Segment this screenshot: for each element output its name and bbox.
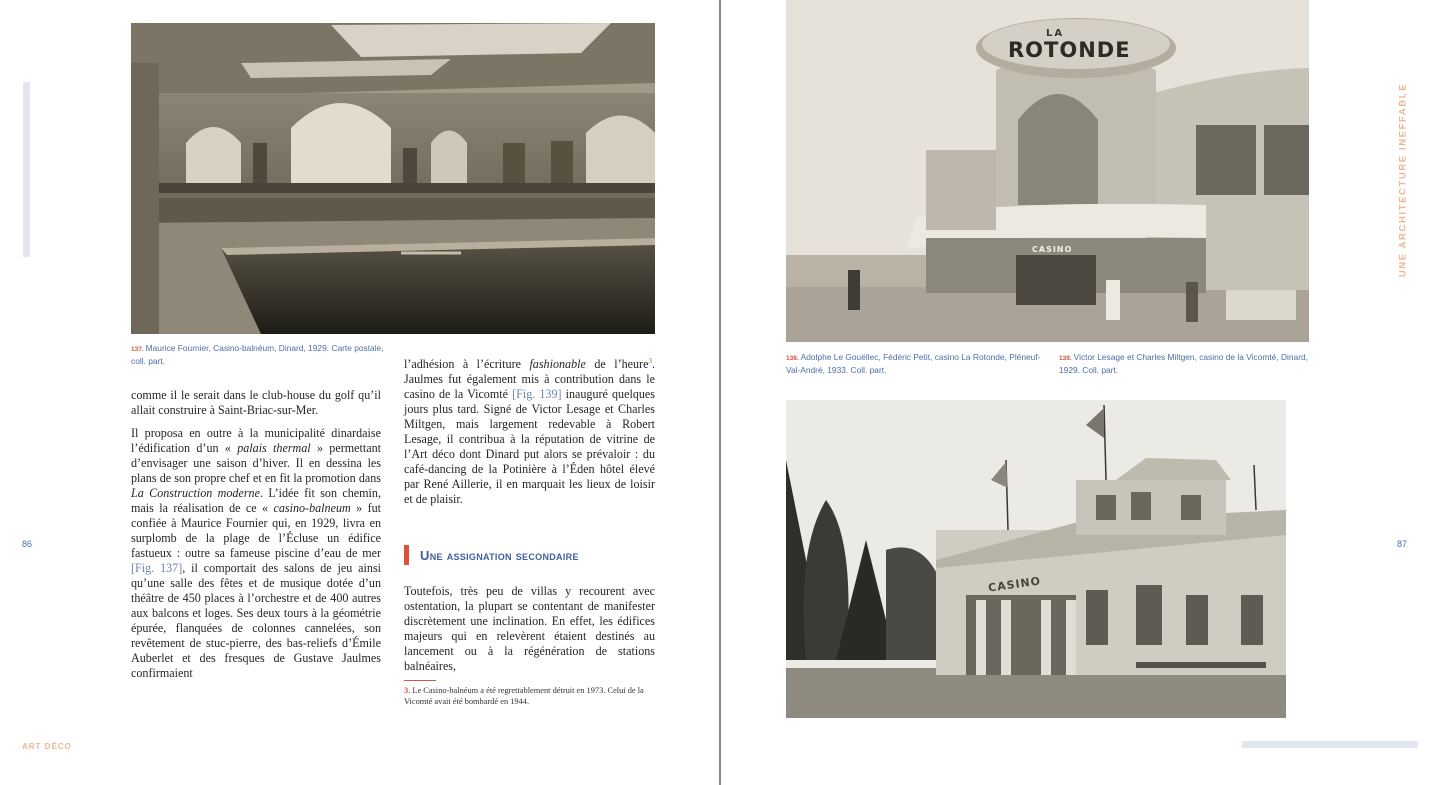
text-column-1 xyxy=(131,388,381,681)
running-head-right: UNE ARCHITECTURE INEFFABLE xyxy=(1397,82,1409,278)
page-number-left: 86 xyxy=(22,539,33,549)
decorative-bottom-bar xyxy=(1242,741,1418,748)
text-italic: casino-balneum xyxy=(273,501,351,515)
right-page xyxy=(721,0,1440,785)
caption-fig-138 xyxy=(786,352,1048,376)
page-number-right: 87 xyxy=(1397,539,1408,549)
text-run: inauguré quelques jours plus tard. Signé de Victor Lesage et Charles Miltgen, mais largement redevable à Robert Lesage, il contribua à la réputation de vitrine de l’Art déco dont Dinard put alors se prévaloir : du café-dancing de la Potinière à l’Éden hôtel élevé par René Aillerie, il en marquait les lieux de loisir et de plaisir. xyxy=(404,387,655,506)
section-heading xyxy=(404,545,579,565)
rotonde-sign-casino: CASINO xyxy=(1032,245,1073,254)
figure-reference-link[interactable]: [Fig. 139] xyxy=(512,387,562,401)
caption-text: Victor Lesage et Charles Miltgen, casino de la Vicomté, Dinard, 1929. Coll. part. xyxy=(1059,352,1308,375)
text-run: . L’idée fit son chemin, mais la réalisation de ce « xyxy=(131,486,381,515)
running-head-right-vertical xyxy=(1393,80,1413,285)
footnote-text: Le Casino-balnéum a été regrettablement détruit en 1973. Celui de la Vicomté avait été bombardé en 1944. xyxy=(404,686,644,706)
section-heading-text: Une assignation secondaire xyxy=(420,547,579,563)
footnote-number: 3. xyxy=(404,686,411,695)
rotonde-sign-name: ROTONDE xyxy=(1008,38,1131,62)
text-run: . Jaulmes fut également mis à contribution dans le casino de la Vicomté xyxy=(404,357,655,401)
footnote-marker[interactable]: 3 xyxy=(648,356,652,365)
caption-fig-139 xyxy=(1059,352,1314,376)
photo-casino-la-rotonde xyxy=(786,0,1309,342)
text-column-2-continued xyxy=(404,584,655,674)
text-run: » fut confiée à Maurice Fournier qui, en 1929, livra en surplomb de la plage de l’Écluse un édifice fastueux : outre sa fameuse piscine d’eau de mer xyxy=(131,501,382,560)
rotonde-sign-la: LA xyxy=(1046,28,1065,39)
footnote xyxy=(404,685,656,707)
footnote-rule xyxy=(404,680,436,681)
text-italic: La Construction moderne xyxy=(131,486,260,500)
vicomte-sign-casino: CASINO xyxy=(987,574,1042,595)
text-run: l’adhésion à l’écriture xyxy=(404,357,530,371)
running-head-left: ART DÉCO xyxy=(22,742,72,751)
photo-casino-balneum-pool xyxy=(131,23,655,334)
decorative-side-bar xyxy=(23,82,30,257)
text-run: de l’heure xyxy=(585,357,649,371)
paragraph xyxy=(131,426,381,681)
paragraph xyxy=(404,357,655,507)
text-run: » permettant d’envisager une saison d’hiver. Il en dessina les plans de son propre chef et en fit la promotion dans xyxy=(131,441,382,485)
caption-text: Maurice Fournier, Casino-balnéum, Dinard, 1929. Carte postale, coll. part. xyxy=(131,343,384,366)
caption-number: 138. xyxy=(786,355,799,362)
paragraph: comme il le serait dans le club-house du golf qu’il allait construire à Saint-Briac-sur-Mer. xyxy=(131,388,381,417)
text-italic: fashionable xyxy=(529,357,586,371)
caption-number: 137. xyxy=(131,346,144,353)
photo-casino-de-la-vicomte xyxy=(786,400,1286,718)
caption-text: Adolphe Le Gouëllec, Fédéric Petit, casino La Rotonde, Pléneuf-Val-André, 1933. Coll. part. xyxy=(786,352,1041,375)
text-italic: palais thermal xyxy=(237,441,311,455)
left-page xyxy=(0,0,719,785)
text-run: , il comportait des salons de jeu ainsi qu’une salle des fêtes et de musique dotée d’un théâtre de 450 places à l’orchestre et de 400 autres aux balcons et loges. Ses deux tours à la géométrie épurée, flanquées de colonnes cannelées, son revêtement de stuc-pierre, des bas-reliefs d’Émile Auberlet et des fresques de Gustave Jaulmes confirmaient xyxy=(131,561,382,680)
caption-fig-137 xyxy=(131,343,391,367)
heading-marker xyxy=(404,545,409,565)
text-column-2 xyxy=(404,357,655,507)
paragraph: Toutefois, très peu de villas y recourent avec ostentation, la plupart se contentant de manifester discrètement une inclination. En effet, les édifices majeurs qui en relevèrent étaient destinés au lancement ou à la régénération de stations balnéaires, xyxy=(404,584,655,673)
caption-number: 139. xyxy=(1059,355,1072,362)
text-run: Il proposa en outre à la municipalité dinardaise l’édification d’un « xyxy=(131,426,381,455)
figure-reference-link[interactable]: [Fig. 137] xyxy=(131,561,183,575)
